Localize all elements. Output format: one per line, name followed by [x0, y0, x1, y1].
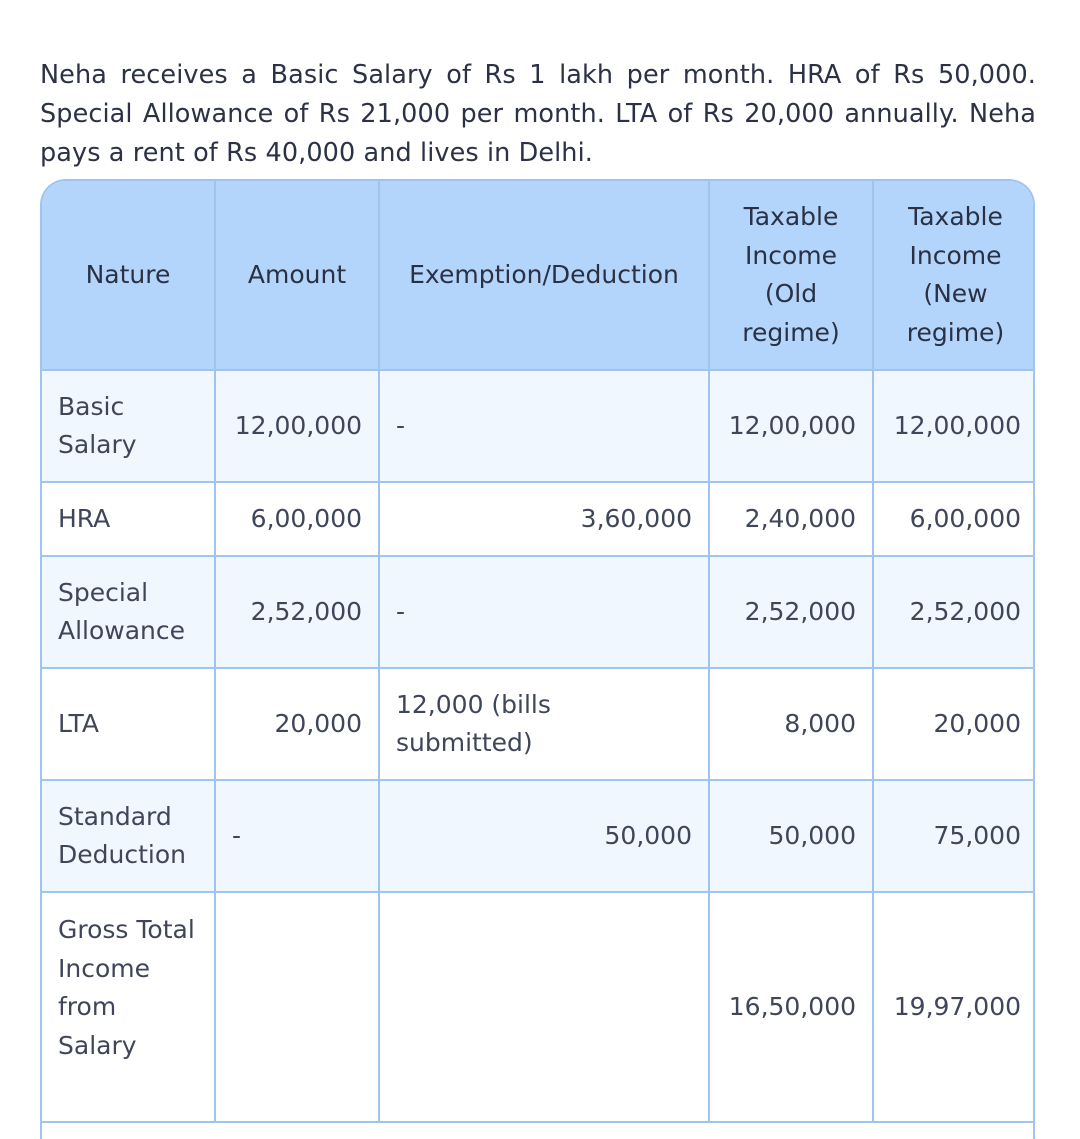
cell-exemption: - [379, 556, 709, 668]
problem-statement: Neha receives a Basic Salary of Rs 1 lakh per month. HRA of Rs 50,000. Special Allowance of Rs 21,000 per month. LTA of Rs 20,000 annually. Neha pays a rent of Rs 40,000 and lives in Delhi. [40, 59, 1036, 168]
cell-nature: Standard Deduction [41, 780, 215, 892]
cell-exemption: 12,000 (bills submitted) [379, 668, 709, 780]
cell-amount: 2,52,000 [215, 556, 379, 668]
header-exemption-deduction: Exemption/Deduction [379, 180, 709, 370]
cell-nature: LTA [41, 668, 215, 780]
salary-tax-table [40, 179, 1035, 1139]
table-row [41, 482, 1035, 556]
cell-old-regime: 16,50,000 [709, 892, 873, 1122]
table-row [41, 892, 1035, 1122]
table-row [41, 780, 1035, 892]
cell-exemption: 3,60,000 [379, 482, 709, 556]
table-header-row [41, 180, 1035, 370]
cell-old-regime: 2,52,000 [709, 556, 873, 668]
cell-amount: - [215, 780, 379, 892]
cell-exemption: 50,000 [379, 780, 709, 892]
cell-old-regime: 2,40,000 [709, 482, 873, 556]
header-taxable-income-old-regime: Taxable Income (Old regime) [709, 180, 873, 370]
cell-nature: Gross Total Income from Salary [41, 892, 215, 1122]
cell-amount [215, 892, 379, 1122]
cell-amount: 20,000 [215, 668, 379, 780]
cell-nature: HRA [41, 482, 215, 556]
cell-new-regime: 12,00,000 [873, 370, 1035, 482]
cell-exemption [379, 892, 709, 1122]
cell-amount: 6,00,000 [215, 482, 379, 556]
cell-old-regime: 50,000 [709, 780, 873, 892]
cell-new-regime: 19,97,000 [873, 892, 1035, 1122]
cell-new-regime: 6,00,000 [873, 482, 1035, 556]
table-row [41, 668, 1035, 780]
header-amount: Amount [215, 180, 379, 370]
cell-new-regime: 20,000 [873, 668, 1035, 780]
header-taxable-income-new-regime: Taxable Income (New regime) [873, 180, 1035, 370]
table-row [41, 370, 1035, 482]
cell-new-regime: 2,52,000 [873, 556, 1035, 668]
table-row [41, 556, 1035, 668]
cell-amount: 12,00,000 [215, 370, 379, 482]
cell-new-regime: 75,000 [873, 780, 1035, 892]
cell-old-regime: 12,00,000 [709, 370, 873, 482]
header-nature: Nature [41, 180, 215, 370]
cell-old-regime: 8,000 [709, 668, 873, 780]
cell-nature: Basic Salary [41, 370, 215, 482]
cell-exemption: - [379, 370, 709, 482]
cell-nature: Special Allowance [41, 556, 215, 668]
